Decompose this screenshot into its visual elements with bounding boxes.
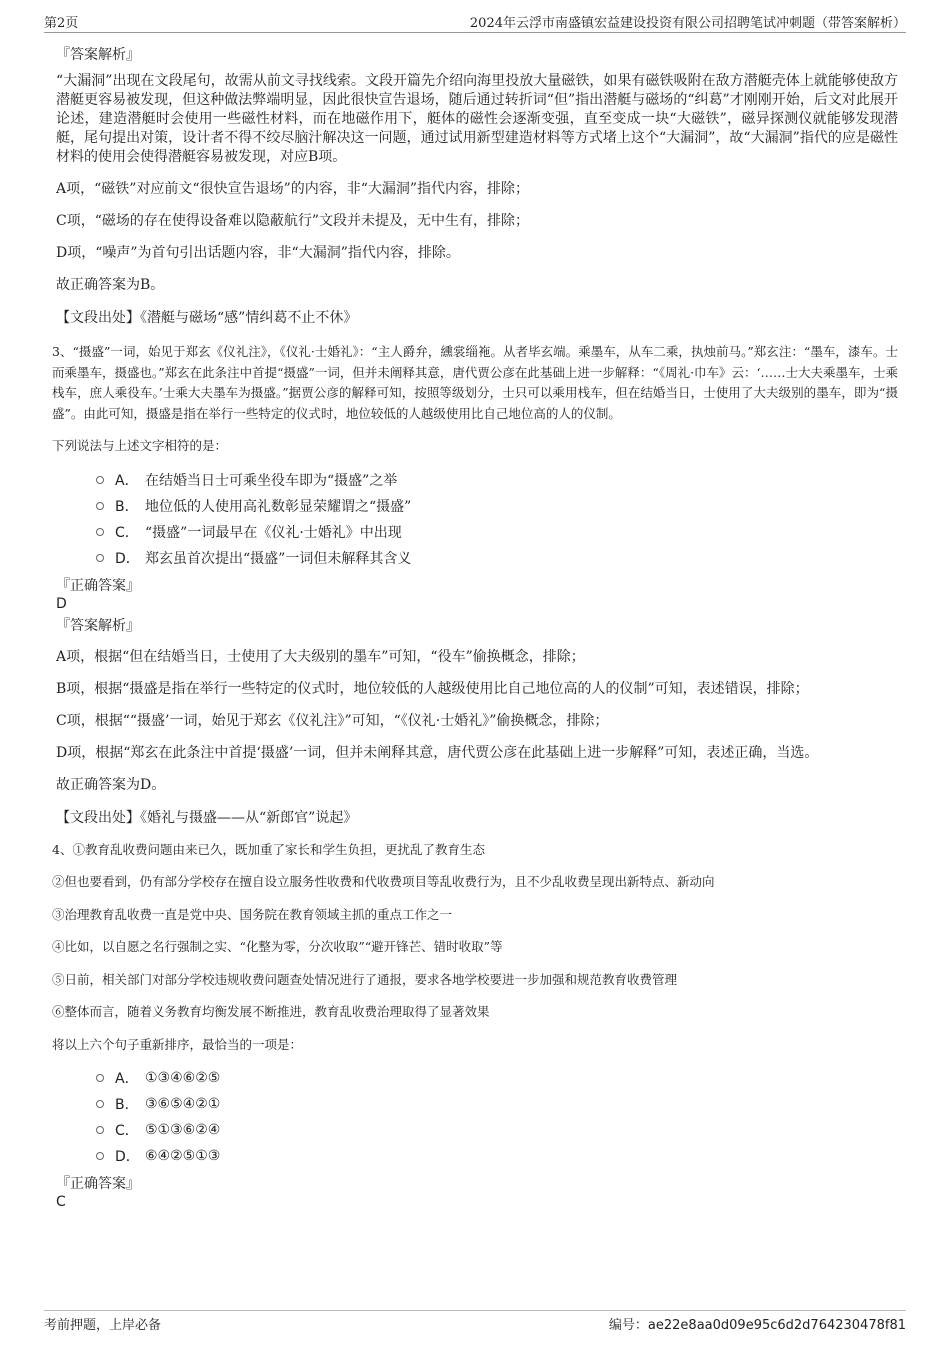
radio-icon[interactable] <box>96 528 104 536</box>
radio-icon[interactable] <box>96 1100 104 1108</box>
q2-analysis-item-c: C项，“磁场的存在使得设备难以隐蔽航行”文段并未提及，无中生有，排除； <box>56 213 530 229</box>
main-content <box>52 44 899 1211</box>
q3-option-d[interactable]: D． 郑玄虽首次提出“摄盛”一词但未解释其含义 <box>96 545 898 571</box>
q4-prompt: 将以上六个句子重新排序，最恰当的一项是： <box>52 1036 303 1052</box>
page-header <box>44 12 906 33</box>
q3-answer: D <box>56 595 67 612</box>
radio-icon[interactable] <box>96 1074 104 1082</box>
q4-option-d[interactable]: D． ⑥④②⑤①③ <box>96 1143 898 1169</box>
q2-conclusion: 故正确答案为B。 <box>56 277 165 293</box>
q4-sentence-1: 4、①教育乱收费问题由来已久，既加重了家长和学生负担，更扰乱了教育生态 <box>52 841 485 857</box>
document-title: 2024年云浮市南盛镇宏益建设投资有限公司招聘笔试冲刺题（带答案解析） <box>469 16 906 31</box>
q2-source: 【文段出处】《潜艇与磁场“感”情纠葛不止不休》 <box>56 310 358 326</box>
q3-answer-label: 『正确答案』 <box>56 577 140 594</box>
q2-analysis-item-d: D项，“噪声”为首句引出话题内容，非“大漏洞”指代内容，排除。 <box>56 245 460 261</box>
q3-prompt: 下列说法与上述文字相符的是： <box>52 438 228 453</box>
q2-analysis-item-a: A项，“磁铁”对应前文“很快宣告退场”的内容，非“大漏洞”指代内容，排除； <box>56 181 530 197</box>
q4-answer: C <box>56 1194 66 1210</box>
page-number: 第2页 <box>44 16 79 31</box>
page-footer <box>44 1310 906 1333</box>
radio-icon[interactable] <box>96 1126 104 1134</box>
q4-sentence-6: ⑥整体而言，随着义务教育均衡发展不断推进，教育乱收费治理取得了显著效果 <box>52 1004 490 1019</box>
footer-slogan: 考前押题，上岸必备 <box>44 1318 162 1333</box>
q3-analysis-label: 『答案解析』 <box>56 617 140 634</box>
q4-sentence-4: ④比如，以自愿之名行强制之实、“化整为零，分次收取”“避开锋芒、错时收取”等 <box>52 939 503 954</box>
radio-icon[interactable] <box>96 476 104 484</box>
q2-analysis-label: 『答案解析』 <box>56 47 140 63</box>
q4-option-b[interactable]: B． ③⑥⑤④②① <box>96 1091 898 1117</box>
q3-analysis-item-c: C项，根据““摄盛’一词，始见于郑玄《仪礼注》”可知，“《仪礼·士婚礼》”偷换概念，排除； <box>56 712 609 729</box>
q4-answer-label: 『正确答案』 <box>56 1176 140 1192</box>
radio-icon[interactable] <box>96 1152 104 1160</box>
footer-id <box>609 1314 906 1333</box>
radio-icon[interactable] <box>96 554 104 562</box>
q4-sentence-5: ⑤日前，相关部门对部分学校违规收费问题查处情况进行了通报，要求各地学校要进一步加强和规范教育收费管理 <box>52 971 678 987</box>
footer-id-value: ae22e8aa0d09e95c6d2d764230478f81 <box>647 1318 906 1333</box>
q3-analysis-item-a: A项，根据“但在结婚当日，士使用了大夫级别的墨车”可知，“役车”偷换概念，排除； <box>56 648 585 665</box>
q3-analysis-item-d: D项，根据“郑玄在此条注中首提‘摄盛’一词，但并未阐释其意，唐代贾公彦在此基础上进一步解释”可知，表述正确，当选。 <box>56 744 819 761</box>
q3-options <box>96 467 898 571</box>
q4-options <box>96 1065 898 1169</box>
footer-id-label: 编号： <box>608 1318 648 1333</box>
radio-icon[interactable] <box>96 502 104 510</box>
q3-conclusion: 故正确答案为D。 <box>56 776 166 793</box>
q3-analysis-item-b: B项，根据“摄盛是指在举行一些特定的仪式时，地位较低的人越级使用比自己地位高的人的仪制”可知，表述错误，排除； <box>56 680 809 697</box>
q4-sentence-2: ②但也要看到，仍有部分学校存在擅自设立服务性收费和代收费项目等乱收费行为，且不少乱收费呈现出新特点、新动向 <box>52 874 715 889</box>
q4-option-c[interactable]: C． ⑤①③⑥②④ <box>96 1117 898 1143</box>
q3-option-a[interactable]: A． 在结婚当日士可乘坐役车即为“摄盛”之举 <box>96 467 898 493</box>
q4-option-a[interactable]: A． ①③④⑥②⑤ <box>96 1065 898 1091</box>
q3-stem: 3、“摄盛”一词，始见于郑玄《仪礼注》，《仪礼·士婚礼》：“主人爵弁，纁裳缁袘。从者毕玄端。乘墨车，从车二乘，执烛前马。”郑玄注：“墨车，漆车。士而乘墨车，摄盛也。”郑玄在此条注中首提“摄盛”一词，但并未阐释其意，唐代贾公彦在此基础上进一步解释：“《周礼·巾车》云：‘……士大夫乘墨车，士乘栈车，庶人乘役车。’士乘大夫墨车为摄盛。”据贾公彦的解释可知，按照等级划分，士只可以乘用栈车，但在结婚当日，士使用了大夫级别的墨车，即为“摄盛”。由此可知，摄盛是指在举行一些特定的仪式时，地位较低的人越级使用比自己地位高的人的仪制。 <box>52 344 899 421</box>
q3-option-c[interactable]: C． “摄盛”一词最早在《仪礼·士婚礼》中出现 <box>96 519 898 545</box>
q3-option-b[interactable]: B． 地位低的人使用高礼数彰显荣耀谓之“摄盛” <box>96 493 898 519</box>
q3-source: 【文段出处】《婚礼与摄盛——从“新郎官”说起》 <box>56 809 358 826</box>
q4-sentence-3: ③治理教育乱收费一直是党中央、国务院在教育领域主抓的重点工作之一 <box>52 906 453 922</box>
q2-analysis-paragraph: “大漏洞”出现在文段尾句，故需从前文寻找线索。文段开篇先介绍向海里投放大量磁铁，如果有磁铁吸附在敌方潜艇壳体上就能够使敌方潜艇更容易被发现，但这种做法弊端明显，因此很快宣告退场，随后通过转折词“但”指出潜艇与磁场的“纠葛”才刚刚开始，后文对此展开论述，建造潜艇时会使用一些磁性材料，而在地磁作用下，艇体的磁性会逐渐变强，直至变成一块“大磁铁”，磁异探测仪就能够发现潜艇，尾句提出对策，设计者不得不绞尽脑汁解决这一问题，通过试用新型建造材料等方式堵上这个“大漏洞”，故“大漏洞”指代的应是磁性材料的使用会使得潜艇容易被发现，对应B项。 <box>56 73 898 165</box>
